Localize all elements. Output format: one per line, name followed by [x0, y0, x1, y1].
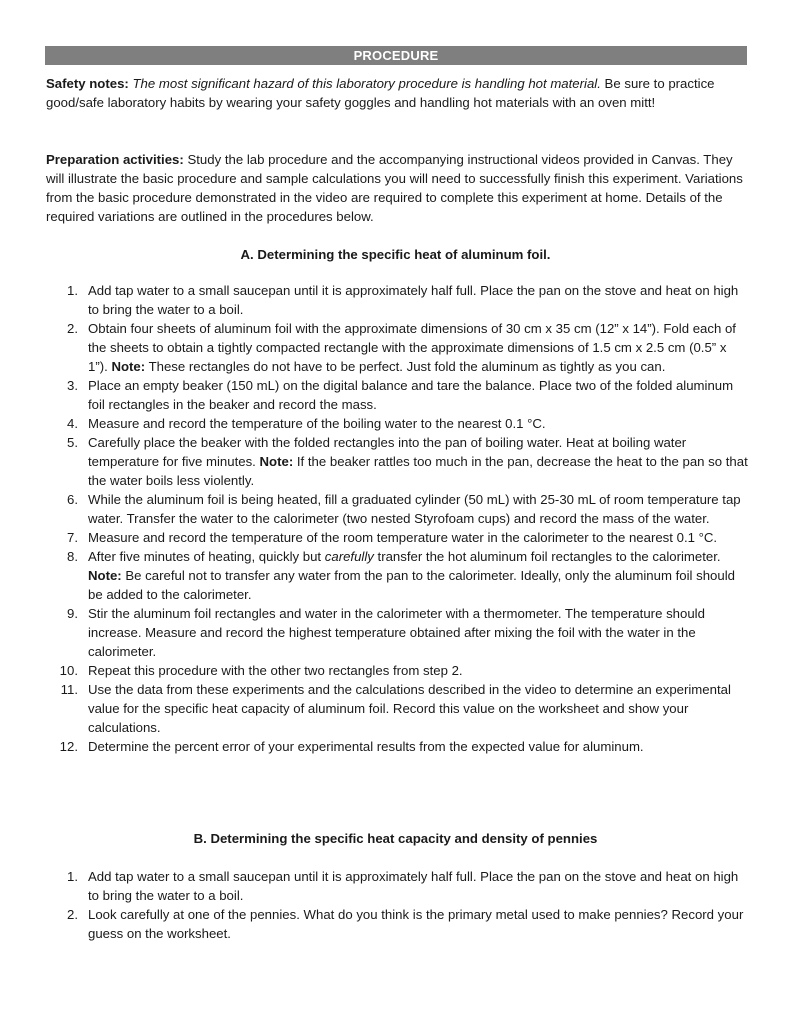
- list-item: 12. Determine the percent error of your experimental results from the expected value for aluminum.: [59, 739, 644, 754]
- list-item: 1. Add tap water to a small saucepan until it is approximately half full. Place the pan on the stove and heat on high to bring the water to a boil.: [67, 869, 739, 903]
- list-item: 7. Measure and record the temperature of the room temperature water in the calorimeter to the nearest 0.1 °C.: [67, 530, 718, 545]
- preparation-activities: [46, 150, 748, 226]
- list-item: 4. Measure and record the temperature of the boiling water to the nearest 0.1 °C.: [67, 416, 546, 431]
- section-b-steps: [46, 867, 748, 943]
- list-item: 6. While the aluminum foil is being heated, fill a graduated cylinder (50 mL) with 25-30 mL of room temperature tap water. Transfer the water to the calorimeter (two nested Styrofoam cups) and record the mass of the water.: [67, 492, 741, 526]
- list-item: 3. Place an empty beaker (150 mL) on the digital balance and tare the balance. Place two of the folded aluminum foil rectangles in the beaker and record the mass.: [67, 378, 734, 412]
- safety-label: Safety notes:: [46, 76, 129, 91]
- list-item: 5. Carefully place the beaker with the folded rectangles into the pan of boiling water. Heat at boiling water temperature for five minutes. Note: If the beaker rattles too much in the pan, decrease the heat to the pan so that the water boils less violently.: [67, 435, 748, 488]
- list-item: 2. Look carefully at one of the pennies. What do you think is the primary metal used to make pennies? Record your guess on the worksheet.: [67, 907, 744, 941]
- safety-rest-text: Be sure to practice good/safe laboratory habits by wearing your safety goggles and handling hot materials with an oven mitt!: [46, 76, 715, 110]
- safety-notes: [46, 74, 748, 112]
- list-item: 1. Add tap water to a small saucepan until it is approximately half full. Place the pan on the stove and heat on high to bring the water to a boil.: [67, 283, 739, 317]
- list-item: 2. Obtain four sheets of aluminum foil with the approximate dimensions of 30 cm x 35 cm (12” x 14”). Fold each of the sheets to obtain a tightly compacted rectangle with the approximate dimensions of 1.5 cm x 2.5 cm (0.5” x 1”). Note: These rectangles do not have to be perfect. Just fold the aluminum as tightly as you can.: [67, 321, 736, 374]
- safety-hazard-text: The most significant hazard of this laboratory procedure is handling hot material.: [132, 76, 601, 91]
- prep-label: Preparation activities:: [46, 152, 184, 167]
- section-b-heading: B. Determining the specific heat capacity and density of pennies: [193, 831, 598, 846]
- list-item: 9. Stir the aluminum foil rectangles and water in the calorimeter with a thermometer. The temperature should increase. Measure and record the highest temperature obtained after mixing the foil with the water in the calorimeter.: [67, 606, 705, 659]
- section-a-heading: A. Determining the specific heat of aluminum foil.: [240, 247, 551, 262]
- section-a-steps: [46, 281, 748, 756]
- list-item: 11. Use the data from these experiments and the calculations described in the video to determine an experimental value for the specific heat capacity of aluminum foil. Record this value on the worksheet and show your calculations.: [60, 682, 731, 735]
- procedure-banner: PROCEDURE: [45, 46, 747, 65]
- prep-text: Study the lab procedure and the accompanying instructional videos provided in Canvas. They will illustrate the basic procedure and sample calculations you will need to successfully finish this experiment. Variations from the basic procedure demonstrated in the video are required to complete this experiment at home. Details of the required variations are outlined in the procedures below.: [46, 152, 743, 224]
- list-item: 10. Repeat this procedure with the other two rectangles from step 2.: [59, 663, 463, 678]
- list-item: 8. After five minutes of heating, quickly but carefully transfer the hot aluminum foil rectangles to the calorimeter. Note: Be careful not to transfer any water from the pan to the calorimeter. Ideally, only the aluminum foil should be added to the calorimeter.: [67, 549, 735, 602]
